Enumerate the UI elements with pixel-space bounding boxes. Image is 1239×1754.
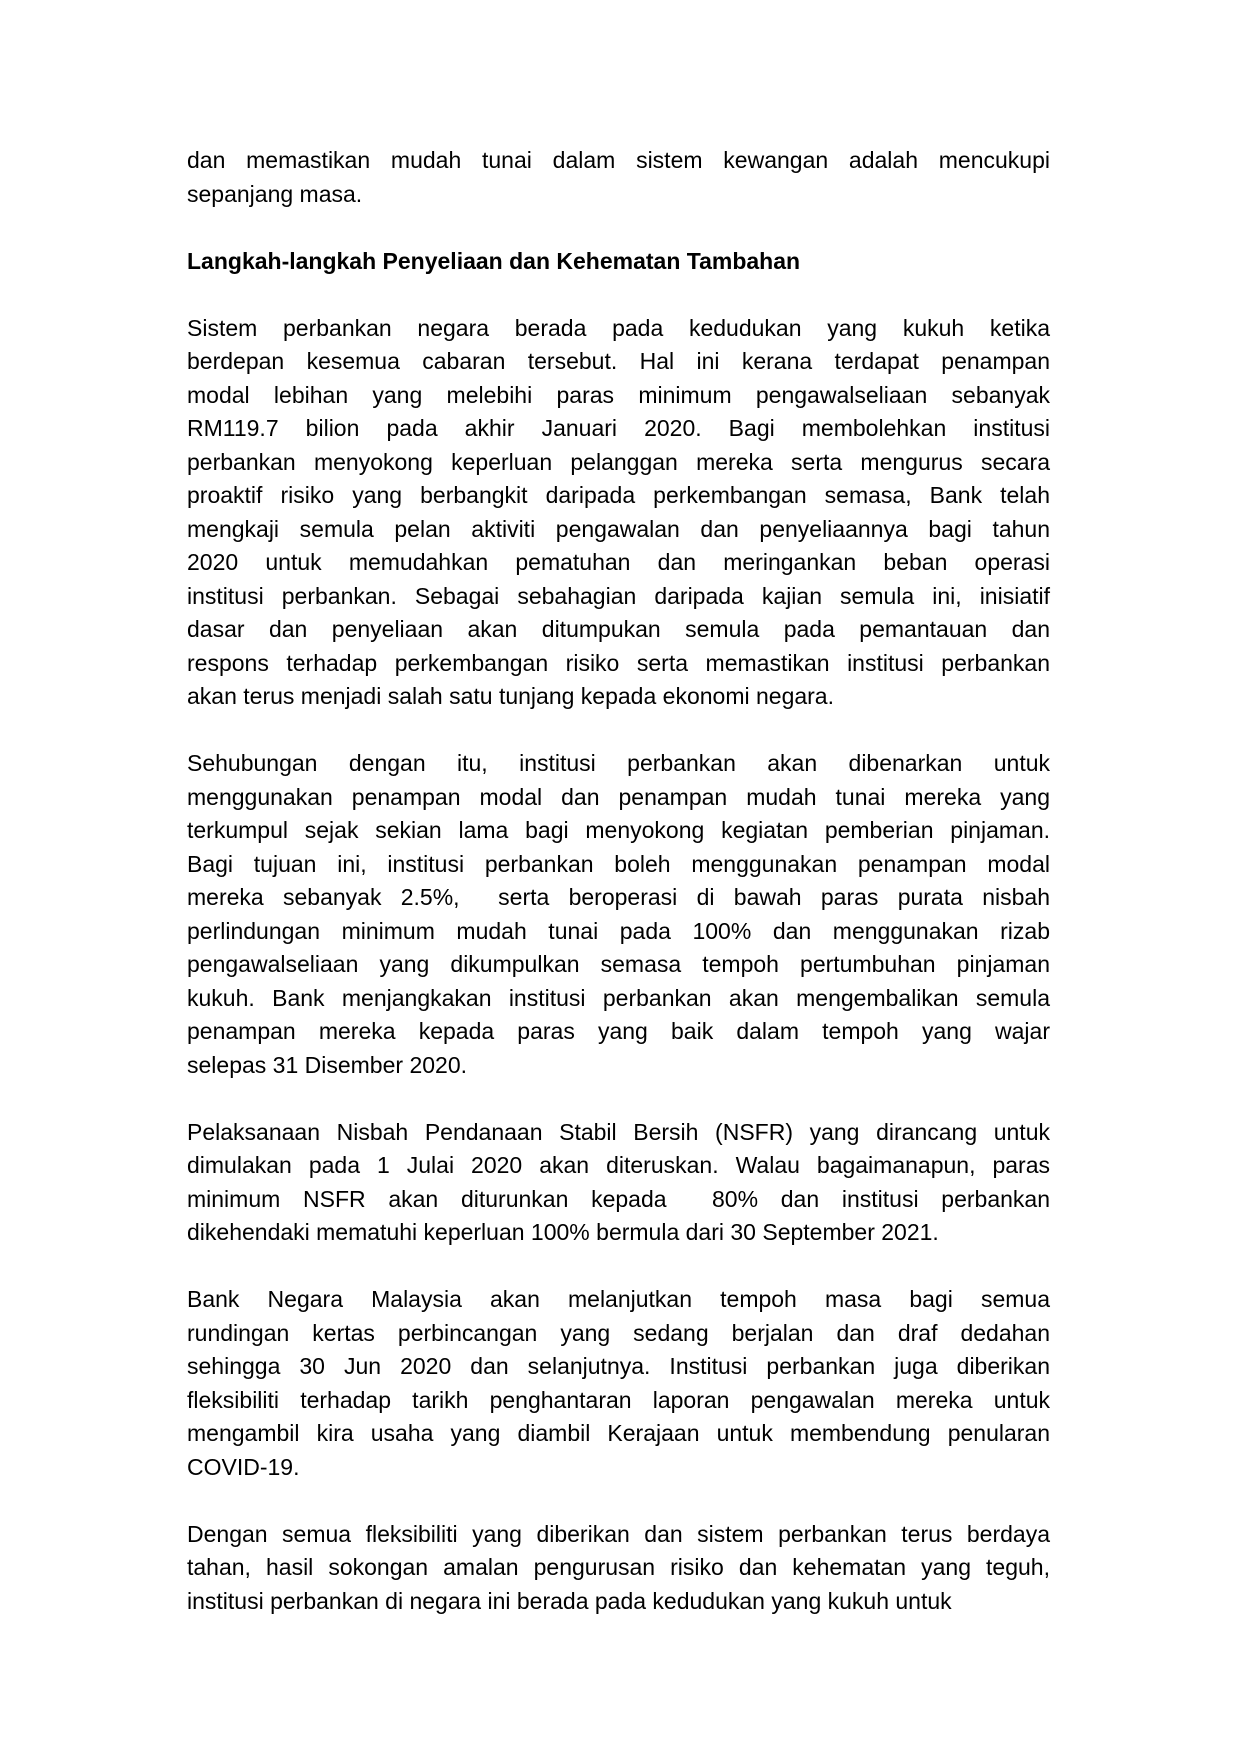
- text-line: rundingan kertas perbincangan yang sedang berjalan dan draf dedahan: [187, 1319, 1050, 1346]
- text-line: dikehendaki mematuhi keperluan 100% bermula dari 30 September 2021.: [187, 1219, 939, 1245]
- text-line: respons terhadap perkembangan risiko serta memastikan institusi perbankan: [187, 649, 1050, 676]
- text-line: pengawalseliaan yang dikumpulkan semasa tempoh pertumbuhan pinjaman: [187, 951, 1050, 977]
- text-line: dimulakan pada 1 Julai 2020 akan diteruskan. Walau bagaimanapun, paras: [187, 1152, 1050, 1178]
- paragraph: [187, 312, 1050, 714]
- text-line: mereka sebanyak 2.5%, serta beroperasi di bawah paras purata nisbah: [187, 884, 1050, 910]
- text-line: Langkah-langkah Penyeliaan dan Kehematan Tambahan: [187, 247, 801, 274]
- text-line: 2020 untuk memudahkan pematuhan dan meringankan beban operasi: [187, 549, 1050, 575]
- text-line: perlindungan minimum mudah tunai pada 100% dan menggunakan rizab: [187, 917, 1050, 944]
- text-line: COVID-19.: [187, 1453, 300, 1480]
- text-line: dan memastikan mudah tunai dalam sistem kewangan adalah mencukupi: [187, 147, 1050, 173]
- text-line: dasar dan penyeliaan akan ditumpukan semula pada pemantauan dan: [187, 616, 1050, 642]
- text-line: institusi perbankan. Sebagai sebahagian daripada kajian semula ini, inisiatif: [187, 582, 1050, 609]
- paragraph: [187, 747, 1050, 1082]
- text-line: selepas 31 Disember 2020.: [187, 1051, 467, 1078]
- paragraph: [187, 144, 1050, 211]
- paragraph: [187, 1283, 1050, 1484]
- text-line: penampan mereka kepada paras yang baik dalam tempoh yang wajar: [187, 1018, 1050, 1044]
- section-heading: [187, 245, 1050, 279]
- text-line: Pelaksanaan Nisbah Pendanaan Stabil Bersih (NSFR) yang dirancang untuk: [187, 1118, 1050, 1145]
- text-line: sehingga 30 Jun 2020 dan selanjutnya. Institusi perbankan juga diberikan: [187, 1353, 1050, 1379]
- text-line: sepanjang masa.: [187, 180, 363, 207]
- paragraph: [187, 1116, 1050, 1250]
- text-line: minimum NSFR akan diturunkan kepada 80% dan institusi perbankan: [187, 1185, 1050, 1212]
- text-line: tahan, hasil sokongan amalan pengurusan risiko dan kehematan yang teguh,: [187, 1554, 1050, 1580]
- paragraph: [187, 1518, 1050, 1619]
- text-line: Dengan semua fleksibiliti yang diberikan dan sistem perbankan terus berdaya: [187, 1520, 1050, 1547]
- text-line: Sistem perbankan negara berada pada kedudukan yang kukuh ketika: [187, 314, 1050, 341]
- text-line: mengambil kira usaha yang diambil Kerajaan untuk membendung penularan: [187, 1420, 1050, 1446]
- text-line: akan terus menjadi salah satu tunjang kepada ekonomi negara.: [187, 683, 834, 709]
- text-line: perbankan menyokong keperluan pelanggan mereka serta mengurus secara: [187, 448, 1050, 475]
- text-line: Bagi tujuan ini, institusi perbankan boleh menggunakan penampan modal: [187, 850, 1050, 877]
- document-body: [187, 144, 1050, 1618]
- text-line: Sehubungan dengan itu, institusi perbankan akan dibenarkan untuk: [187, 750, 1050, 776]
- text-line: berdepan kesemua cabaran tersebut. Hal ini kerana terdapat penampan: [187, 348, 1050, 374]
- text-line: fleksibiliti terhadap tarikh penghantaran laporan pengawalan mereka untuk: [187, 1386, 1050, 1413]
- text-line: modal lebihan yang melebihi paras minimum pengawalseliaan sebanyak: [187, 381, 1050, 408]
- text-line: Bank Negara Malaysia akan melanjutkan tempoh masa bagi semua: [187, 1286, 1050, 1312]
- text-line: mengkaji semula pelan aktiviti pengawalan dan penyeliaannya bagi tahun: [187, 515, 1050, 542]
- text-line: proaktif risiko yang berbangkit daripada perkembangan semasa, Bank telah: [187, 482, 1050, 508]
- text-line: terkumpul sejak sekian lama bagi menyokong kegiatan pemberian pinjaman.: [187, 817, 1050, 843]
- text-line: kukuh. Bank menjangkakan institusi perbankan akan mengembalikan semula: [187, 984, 1050, 1011]
- text-line: menggunakan penampan modal dan penampan mudah tunai mereka yang: [187, 783, 1050, 810]
- text-line: institusi perbankan di negara ini berada pada kedudukan yang kukuh untuk: [187, 1587, 952, 1614]
- text-line: RM119.7 bilion pada akhir Januari 2020. Bagi membolehkan institusi: [187, 415, 1050, 441]
